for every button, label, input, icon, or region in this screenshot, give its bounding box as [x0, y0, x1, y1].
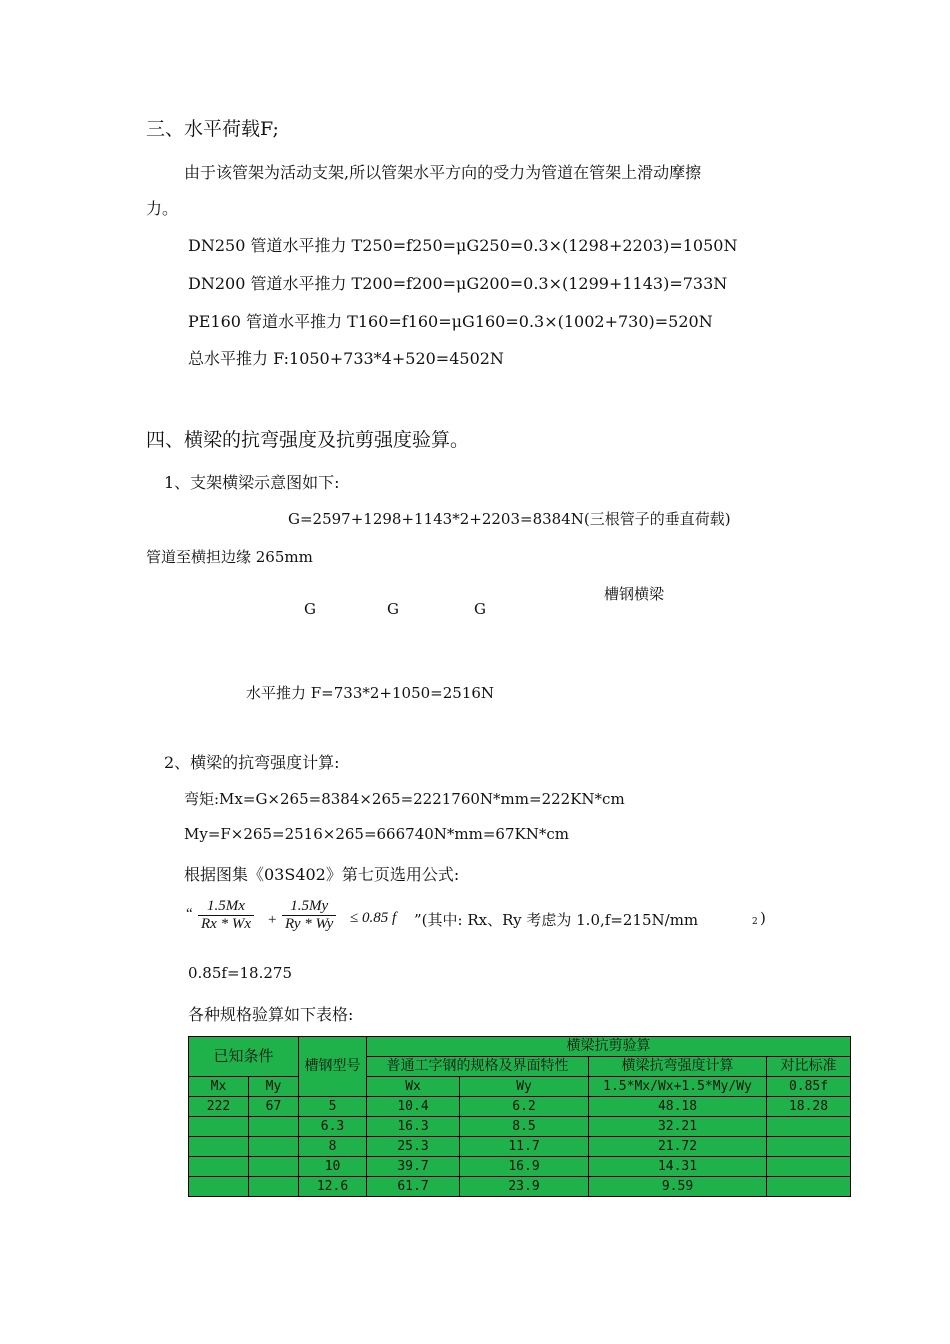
cell-mx	[189, 1117, 249, 1137]
section-4-heading: 四、横梁的抗弯强度及抗剪强度验算。	[146, 429, 470, 451]
cell-my	[249, 1117, 299, 1137]
strength-header: 横梁抗弯强度计算	[589, 1057, 767, 1077]
formula-superscript: 2	[752, 917, 758, 927]
cell-standard	[767, 1177, 851, 1197]
cell-wx: 25.3	[367, 1137, 460, 1157]
cell-my	[249, 1157, 299, 1177]
cell-value: 21.72	[589, 1137, 767, 1157]
cell-value: 14.31	[589, 1157, 767, 1177]
formula-open-quote: “	[186, 906, 193, 922]
channel-beam-check-table	[188, 1036, 851, 1197]
section-3-paragraph-line-2: 力。	[146, 199, 179, 218]
formula-fraction-x	[198, 898, 254, 933]
table-row	[189, 1157, 851, 1177]
cell-standard	[767, 1137, 851, 1157]
cell-my	[249, 1137, 299, 1157]
cell-type: 10	[299, 1157, 367, 1177]
horizontal-push-label: 水平推力 F=733*2+1050=2516N	[246, 684, 495, 702]
cell-mx	[189, 1177, 249, 1197]
load-label-g-1: G	[304, 600, 316, 618]
formula-numerator-x: 1.5Mx	[198, 898, 254, 916]
cell-value: 9.59	[589, 1177, 767, 1197]
section-3-paragraph-line-1: 由于该管架为活动支架,所以管架水平方向的受力为管道在管架上滑动摩擦	[184, 163, 702, 182]
pipe-edge-distance: 管道至横担边缘 265mm	[146, 548, 313, 566]
table-row	[189, 1117, 851, 1137]
formula-conditions: ”(其中: Rx、Ry 考虑为 1.0,f=215N/mm	[414, 911, 699, 929]
spec-header: 普通工字钢的规格及界面特性	[367, 1057, 589, 1077]
cell-my	[249, 1177, 299, 1197]
known-conditions-header: 已知条件	[189, 1037, 299, 1077]
dn200-push-line: DN200 管道水平推力 T200=f200=μG200=0.3×(1299+1143)=733N	[188, 274, 728, 293]
cell-wy: 11.7	[460, 1137, 589, 1157]
subsection-1-title: 1、支架横梁示意图如下:	[164, 473, 340, 492]
section-3-heading: 三、水平荷载F;	[146, 118, 279, 140]
cell-type: 5	[299, 1097, 367, 1117]
table-header-row-3	[189, 1077, 851, 1097]
total-push-line: 总水平推力 F:1050+733*4+520=4502N	[188, 349, 504, 368]
pe160-push-line: PE160 管道水平推力 T160=f160=μG160=0.3×(1002+730)=520N	[188, 312, 713, 331]
shear-check-title: 横梁抗剪验算	[367, 1037, 851, 1057]
cell-wx: 16.3	[367, 1117, 460, 1137]
cell-my: 67	[249, 1097, 299, 1117]
mx-header: Mx	[189, 1077, 249, 1097]
formula-denominator-x: Rx * Wx	[201, 916, 251, 932]
compare-header: 对比标准	[767, 1057, 851, 1077]
formula-end: )	[760, 909, 766, 927]
cell-standard: 18.28	[767, 1097, 851, 1117]
cell-value: 48.18	[589, 1097, 767, 1117]
cell-type: 12.6	[299, 1177, 367, 1197]
table-row	[189, 1137, 851, 1157]
cell-wx: 10.4	[367, 1097, 460, 1117]
vertical-load-formula: G=2597+1298+1143*2+2203=8384N(三根管子的垂直荷载)	[288, 510, 731, 528]
table-header-row-1	[189, 1037, 851, 1057]
formula-header: 1.5*Mx/Wx+1.5*My/Wy	[589, 1077, 767, 1097]
formula-denominator-y: Ry * Wy	[285, 916, 334, 932]
cell-type: 8	[299, 1137, 367, 1157]
subsection-2-title: 2、横梁的抗弯强度计算:	[164, 753, 340, 772]
cell-wy: 23.9	[460, 1177, 589, 1197]
table-row	[189, 1177, 851, 1197]
cell-mx	[189, 1137, 249, 1157]
wy-header: Wy	[460, 1077, 589, 1097]
moment-y-line: My=F×265=2516×265=666740N*mm=67KN*cm	[184, 825, 569, 843]
table-intro: 各种规格验算如下表格:	[188, 1005, 354, 1024]
cell-wx: 39.7	[367, 1157, 460, 1177]
cell-wy: 8.5	[460, 1117, 589, 1137]
formula-fraction-y	[282, 898, 336, 933]
moment-x-line: 弯矩:Mx=G×265=8384×265=2221760N*mm=222KN*cm	[184, 790, 625, 808]
formula-rhs: ≤ 0.85 f	[350, 910, 397, 926]
cell-standard	[767, 1157, 851, 1177]
atlas-reference: 根据图集《03S402》第七页选用公式:	[184, 865, 460, 884]
cell-mx: 222	[189, 1097, 249, 1117]
formula-numerator-y: 1.5My	[282, 898, 336, 916]
my-header: My	[249, 1077, 299, 1097]
cell-type: 6.3	[299, 1117, 367, 1137]
standard-header: 0.85f	[767, 1077, 851, 1097]
channel-beam-label: 槽钢横梁	[604, 585, 665, 603]
cell-value: 32.21	[589, 1117, 767, 1137]
cell-mx	[189, 1157, 249, 1177]
design-strength-value: 0.85f=18.275	[188, 964, 293, 982]
wx-header: Wx	[367, 1077, 460, 1097]
formula-plus: +	[268, 912, 277, 928]
dn250-push-line: DN250 管道水平推力 T250=f250=μG250=0.3×(1298+2203)=1050N	[188, 236, 738, 255]
cell-wy: 6.2	[460, 1097, 589, 1117]
table-row	[189, 1097, 851, 1117]
channel-type-header: 槽钢型号	[299, 1037, 367, 1097]
cell-wy: 16.9	[460, 1157, 589, 1177]
cell-wx: 61.7	[367, 1177, 460, 1197]
cell-standard	[767, 1117, 851, 1137]
load-label-g-3: G	[474, 600, 486, 618]
load-label-g-2: G	[387, 600, 399, 618]
